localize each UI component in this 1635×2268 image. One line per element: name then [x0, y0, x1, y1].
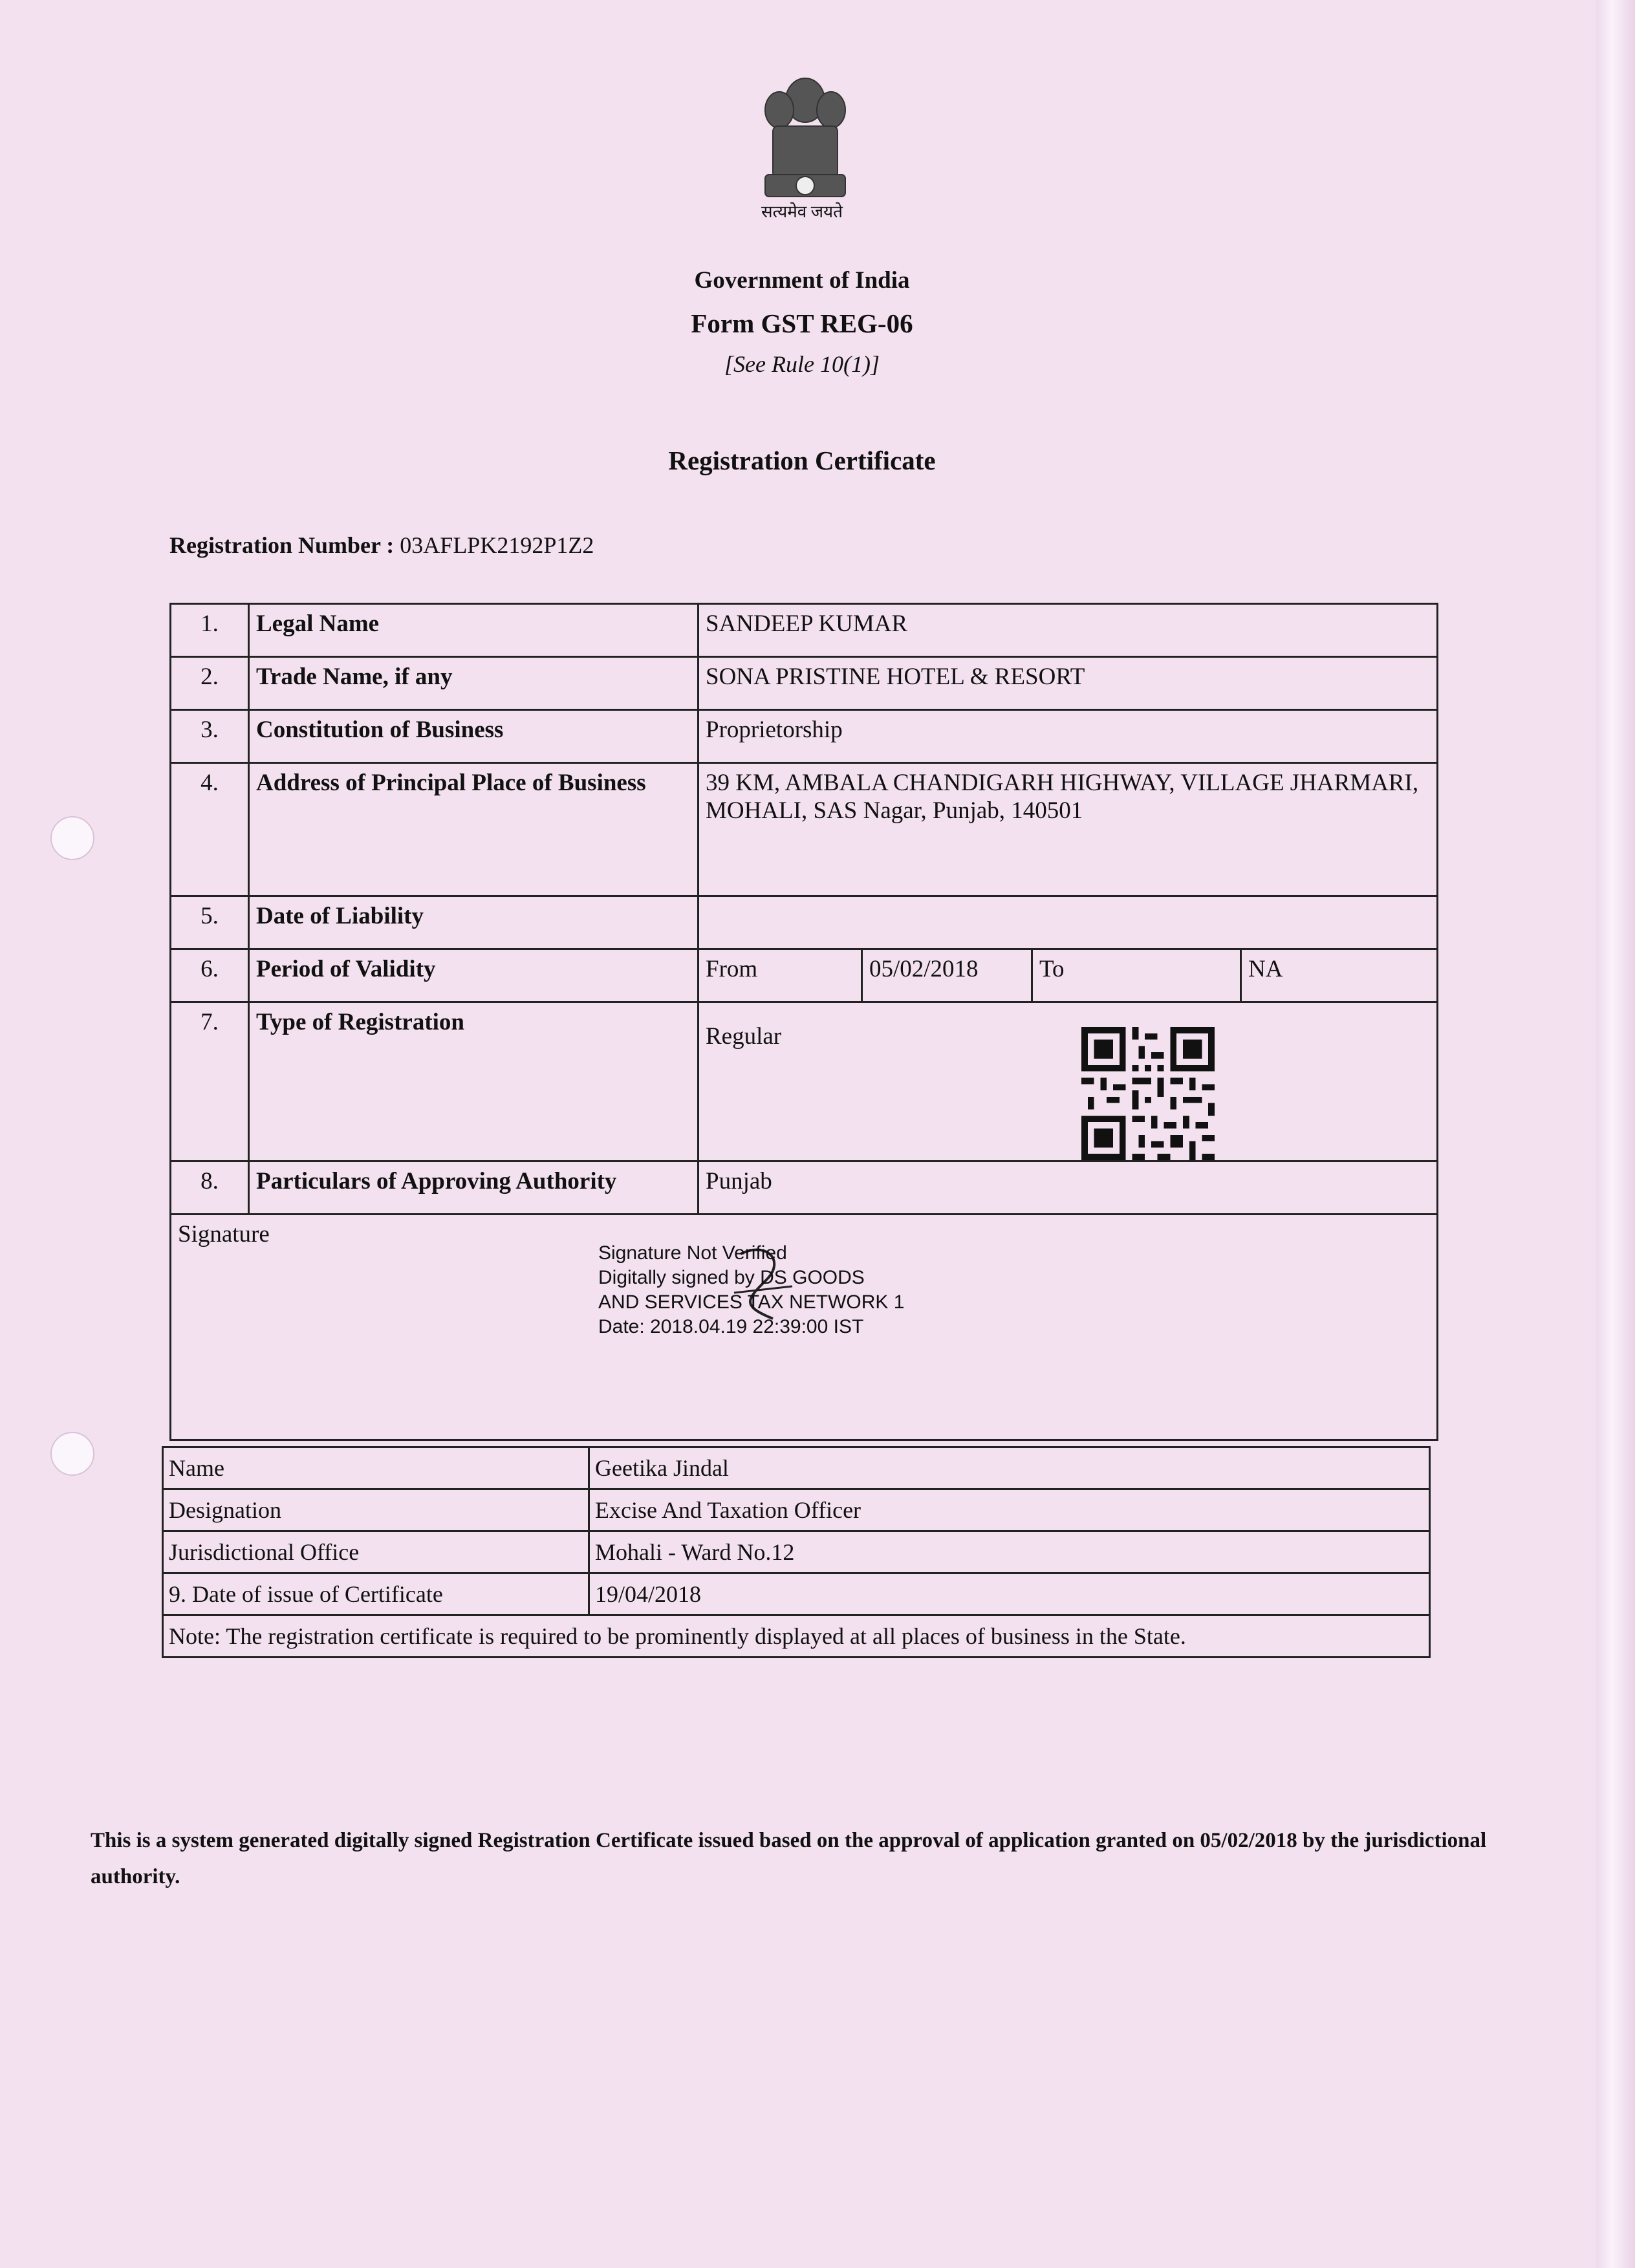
table-row: [171, 710, 1438, 763]
row-number: 7.: [171, 1002, 249, 1161]
row-number: 8.: [171, 1161, 249, 1215]
system-generated-footer: This is a system generated digitally signed Registration Certificate issued based on the approval of application granted on 05/02/2018 by the jurisdictional authority.: [91, 1829, 1487, 1888]
page-edge: [1596, 0, 1635, 2268]
row-value: SONA PRISTINE HOTEL & RESORT: [698, 657, 1438, 710]
validity-to-date: NA: [1241, 949, 1438, 1002]
table-row: [171, 896, 1438, 949]
row-label: Constitution of Business: [249, 710, 698, 763]
jurisdictional-office-label: Jurisdictional Office: [163, 1531, 589, 1573]
signature-cell: [171, 1215, 1438, 1440]
row-value: Punjab: [698, 1161, 1438, 1215]
row-number: 2.: [171, 657, 249, 710]
table-row: [171, 1161, 1438, 1215]
table-row: [171, 949, 1438, 1002]
issue-date-label: 9. Date of issue of Certificate: [163, 1573, 589, 1615]
designation-value: Excise And Taxation Officer: [589, 1489, 1430, 1531]
row-value: 39 KM, AMBALA CHANDIGARH HIGHWAY, VILLAGE JHARMARI, MOHALI, SAS Nagar, Punjab, 140501: [698, 763, 1438, 896]
row-number: 3.: [171, 710, 249, 763]
registration-number: [169, 532, 594, 559]
row-label: Legal Name: [249, 604, 698, 657]
registration-number-value: 03AFLPK2192P1Z2: [400, 532, 594, 558]
officer-name: Geetika Jindal: [589, 1447, 1430, 1489]
signature-row: [171, 1215, 1438, 1440]
signature-signer-line2: AND SERVICES TAX NETWORK 1: [598, 1291, 905, 1313]
table-row: [163, 1489, 1430, 1531]
table-row: [171, 1002, 1438, 1161]
validity-from-date: 05/02/2018: [862, 949, 1032, 1002]
table-row: [163, 1531, 1430, 1573]
national-emblem-icon: [753, 65, 857, 220]
digital-signature-block: [598, 1241, 904, 1339]
row-label: Type of Registration: [249, 1002, 698, 1161]
certificate-title: Registration Certificate: [668, 446, 936, 475]
form-title: Form GST REG-06: [691, 308, 913, 338]
punch-hole-bottom: [50, 1432, 94, 1476]
row-value: SANDEEP KUMAR: [698, 604, 1438, 657]
rule-reference: [See Rule 10(1)]: [724, 351, 880, 377]
registration-details-table: [169, 603, 1438, 1441]
table-row: [163, 1447, 1430, 1489]
signature-signer-line1: Digitally signed by DS GOODS: [598, 1267, 865, 1288]
row-value-cell: [698, 1002, 1438, 1161]
row-label: Address of Principal Place of Business: [249, 763, 698, 896]
row-number: 6.: [171, 949, 249, 1002]
row-number: 4.: [171, 763, 249, 896]
motto: सत्यमेव जयते: [761, 202, 843, 221]
punch-hole-top: [50, 816, 94, 860]
signature-status: Signature Not Verified: [598, 1242, 787, 1264]
designation-label: Designation: [163, 1489, 589, 1531]
approving-officer-table: [162, 1446, 1431, 1658]
validity-to-label: To: [1032, 949, 1241, 1002]
table-row: [171, 763, 1438, 896]
row-number: 5.: [171, 896, 249, 949]
display-note: Note: The registration certificate is required to be prominently displayed at all places of business in the State.: [163, 1615, 1430, 1658]
row-label: Period of Validity: [249, 949, 698, 1002]
registration-type: Regular: [706, 1023, 782, 1050]
row-label: Trade Name, if any: [249, 657, 698, 710]
row-number: 1.: [171, 604, 249, 657]
table-row: [171, 604, 1438, 657]
row-value: [698, 896, 1438, 949]
registration-number-label: Registration Number :: [169, 532, 395, 558]
issue-date-value: 19/04/2018: [589, 1573, 1430, 1615]
row-label: Date of Liability: [249, 896, 698, 949]
row-label: Particulars of Approving Authority: [249, 1161, 698, 1215]
signature-date: Date: 2018.04.19 22:39:00 IST: [598, 1316, 864, 1337]
validity-from-label: From: [698, 949, 862, 1002]
row-value: Proprietorship: [698, 710, 1438, 763]
signature-label: Signature: [178, 1221, 270, 1247]
table-row: [163, 1573, 1430, 1615]
jurisdictional-office-value: Mohali - Ward No.12: [589, 1531, 1430, 1573]
table-row: [171, 657, 1438, 710]
table-row: [163, 1615, 1430, 1658]
government-heading: Government of India: [694, 267, 910, 294]
qr-code-icon: [1081, 1026, 1215, 1161]
officer-name-label: Name: [163, 1447, 589, 1489]
